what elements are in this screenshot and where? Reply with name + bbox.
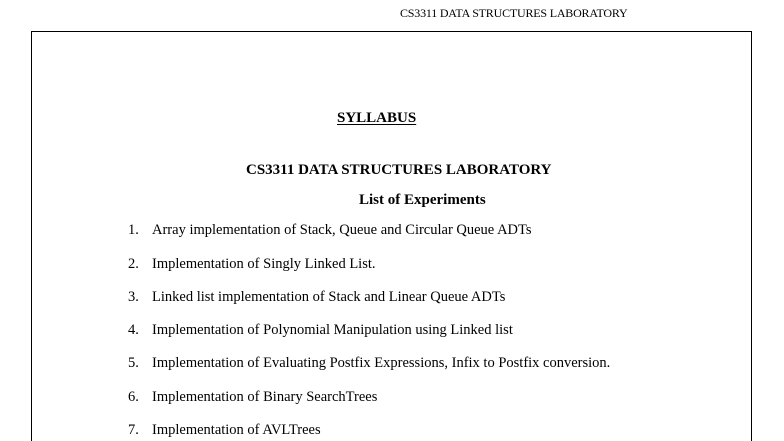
syllabus-heading: SYLLABUS (337, 110, 417, 126)
running-header: CS3311 DATA STRUCTURES LABORATORY (400, 6, 628, 20)
item-number: 5. (128, 355, 139, 371)
item-text: Implementation of Evaluating Postfix Expressions, Infix to Postfix conversion. (152, 355, 611, 371)
item-number: 3. (128, 289, 139, 305)
item-number: 4. (128, 322, 139, 338)
course-title: CS3311 DATA STRUCTURES LABORATORY (246, 162, 552, 178)
list-of-experiments-title: List of Experiments (359, 192, 486, 208)
item-text: Implementation of AVLTrees (152, 422, 321, 438)
item-text: Implementation of Singly Linked List. (152, 256, 376, 272)
item-text: Implementation of Binary SearchTrees (152, 389, 378, 405)
item-text: Array implementation of Stack, Queue and Circular Queue ADTs (152, 222, 532, 238)
item-number: 6. (128, 389, 139, 405)
item-number: 2. (128, 256, 139, 272)
item-text: Linked list implementation of Stack and Linear Queue ADTs (152, 289, 506, 305)
item-text: Implementation of Polynomial Manipulation using Linked list (152, 322, 513, 338)
item-number: 7. (128, 422, 139, 438)
item-number: 1. (128, 222, 139, 238)
